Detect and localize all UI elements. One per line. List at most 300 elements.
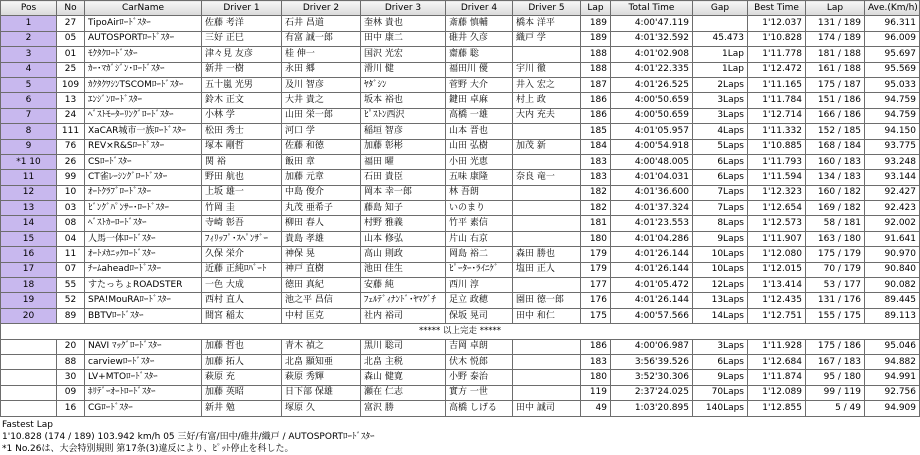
table-cell: 19	[1, 293, 57, 308]
table-cell: 3	[1, 47, 57, 62]
table-cell: 175 / 179	[806, 247, 865, 262]
table-cell: 177	[581, 278, 611, 293]
table-cell: ｵｰﾄｸﾗﾌﾞﾛｰﾄﾞｽﾀｰ	[85, 185, 202, 200]
table-cell: 丸茂 亜希子	[282, 201, 361, 216]
table-cell: 94.882	[865, 354, 920, 369]
table-cell: 林 吾朗	[446, 185, 513, 200]
table-cell: 07	[57, 262, 85, 277]
table-cell: 奈良 竜一	[513, 170, 581, 185]
table-cell: 高橋 一雄	[446, 108, 513, 123]
table-cell: 11	[1, 170, 57, 185]
table-cell: 53 / 177	[806, 278, 865, 293]
table-cell: 4:01'26.144	[611, 247, 693, 262]
table-cell: 4:01'26.144	[611, 262, 693, 277]
column-header: Driver 3	[361, 1, 446, 16]
table-cell: 黒川 聡司	[361, 339, 446, 354]
table-cell: 小野 泰治	[446, 370, 513, 385]
table-cell	[513, 231, 581, 246]
table-cell: 52	[57, 293, 85, 308]
table-cell: 93.775	[865, 139, 920, 154]
table-cell: ﾓｸﾀｸﾛｰﾄﾞｽﾀｰ	[85, 47, 202, 62]
table-cell: SPA!MouRAﾛｰﾄﾞｽﾀｰ	[85, 293, 202, 308]
table-cell: 89	[57, 308, 85, 323]
table-row	[1, 47, 920, 62]
table-row	[1, 93, 920, 108]
table-cell: 26	[57, 154, 85, 169]
column-header: No	[57, 1, 85, 16]
table-cell: 織戸 学	[513, 31, 581, 46]
table-row	[1, 262, 920, 277]
table-row	[1, 170, 920, 185]
table-cell: 西川 淳	[446, 278, 513, 293]
table-cell: 49	[581, 401, 611, 416]
table-cell: 松田 秀士	[202, 124, 282, 139]
table-cell: 89.445	[865, 293, 920, 308]
table-cell: 日下部 保雄	[282, 385, 361, 400]
table-cell: 16	[1, 247, 57, 262]
table-cell: 9Laps	[693, 370, 748, 385]
table-cell: 森山 健寛	[361, 370, 446, 385]
table-cell: 90.082	[865, 278, 920, 293]
table-cell: 94.909	[865, 401, 920, 416]
table-cell: 加藤 元章	[282, 170, 361, 185]
table-cell: 4:01'04.286	[611, 231, 693, 246]
table-cell: 稲垣 智彦	[361, 124, 446, 139]
table-cell: 168 / 184	[806, 139, 865, 154]
column-header: Driver 5	[513, 1, 581, 16]
table-cell: 94.991	[865, 370, 920, 385]
table-cell: 1'12.089	[748, 385, 806, 400]
table-cell: 4:01'26.144	[611, 293, 693, 308]
table-cell: 6Laps	[693, 154, 748, 169]
table-cell: 4:00'47.119	[611, 16, 693, 31]
table-cell: 1'12.751	[748, 308, 806, 323]
table-cell: 高山 則政	[361, 247, 446, 262]
table-cell: 竹岡 圭	[202, 201, 282, 216]
table-cell: 92.002	[865, 216, 920, 231]
column-header: Lap	[581, 1, 611, 16]
table-cell: 176	[581, 293, 611, 308]
column-header: Best Time	[748, 1, 806, 16]
table-cell: 及川 智彦	[282, 77, 361, 92]
table-cell: 70Laps	[693, 385, 748, 400]
table-cell: 塚原 久	[282, 401, 361, 416]
table-cell: 55	[57, 278, 85, 293]
table-cell: 27	[57, 16, 85, 31]
table-cell: 小田 光恵	[446, 154, 513, 169]
table-cell: 180	[581, 370, 611, 385]
table-cell: AUTOSPORTﾛｰﾄﾞｽﾀｰ	[85, 31, 202, 46]
table-cell: 03	[57, 201, 85, 216]
table-cell: 中島 俊介	[282, 185, 361, 200]
table-cell: 140Laps	[693, 401, 748, 416]
table-cell: 134 / 183	[806, 170, 865, 185]
table-cell: 9	[1, 139, 57, 154]
table-cell	[513, 154, 581, 169]
table-cell: 96.009	[865, 31, 920, 46]
table-cell: 04	[57, 231, 85, 246]
column-header: Lap	[806, 1, 865, 16]
table-cell: 一色 大成	[202, 278, 282, 293]
table-cell: 足立 政穂	[446, 293, 513, 308]
table-cell: 175 / 187	[806, 77, 865, 92]
table-cell: 188	[581, 47, 611, 62]
table-cell: 3:52'30.306	[611, 370, 693, 385]
table-cell: 6Laps	[693, 170, 748, 185]
table-cell: 93.144	[865, 170, 920, 185]
table-cell: 三好 正巳	[202, 31, 282, 46]
table-cell: 1Lap	[693, 62, 748, 77]
table-cell: 新井 勉	[202, 401, 282, 416]
table-cell: 6Laps	[693, 354, 748, 369]
table-row	[1, 62, 920, 77]
table-cell: 加藤 哲也	[202, 339, 282, 354]
column-header: Gap	[693, 1, 748, 16]
table-cell: 88	[57, 354, 85, 369]
table-cell: 5 / 49	[806, 401, 865, 416]
table-cell: ｶｰ･ﾏｶﾞｼﾞﾝ･ﾛｰﾄﾞｽﾀｰ	[85, 62, 202, 77]
table-cell: 13	[1, 201, 57, 216]
table-cell: 柳田 春人	[282, 216, 361, 231]
table-cell: 4:00'57.566	[611, 308, 693, 323]
table-cell: 岡本 幸一郎	[361, 185, 446, 200]
table-cell: 76	[57, 139, 85, 154]
table-cell: 175	[581, 308, 611, 323]
table-cell: LV+MTOﾛｰﾄﾞｽﾀｰ	[85, 370, 202, 385]
table-cell	[513, 370, 581, 385]
column-header: Driver 2	[282, 1, 361, 16]
table-cell: 183	[581, 170, 611, 185]
table-cell: 福田川 優	[446, 62, 513, 77]
table-cell	[513, 339, 581, 354]
table-cell	[513, 354, 581, 369]
table-cell: 中村 匡克	[282, 308, 361, 323]
table-cell: 92.427	[865, 185, 920, 200]
table-row	[1, 247, 920, 262]
table-cell: 12	[1, 185, 57, 200]
table-cell: 99 / 119	[806, 385, 865, 400]
table-cell: 13Laps	[693, 293, 748, 308]
table-cell: 7Laps	[693, 201, 748, 216]
table-row	[1, 201, 920, 216]
table-cell: 河口 学	[282, 124, 361, 139]
table-cell: 186	[581, 339, 611, 354]
table-cell: 1'12.472	[748, 62, 806, 77]
table-cell: 斎藤 慎輔	[446, 16, 513, 31]
table-cell: 西村 直人	[202, 293, 282, 308]
table-cell: ﾔﾀﾞｼﾝ	[361, 77, 446, 92]
table-cell: 181 / 188	[806, 47, 865, 62]
table-cell: 9Laps	[693, 231, 748, 246]
column-header: CarName	[85, 1, 202, 16]
table-cell: 1'11.907	[748, 231, 806, 246]
table-cell: 野田 航也	[202, 170, 282, 185]
table-cell: 169 / 182	[806, 201, 865, 216]
table-cell: 163 / 180	[806, 231, 865, 246]
table-cell: 片山 右京	[446, 231, 513, 246]
table-cell: 4:01'04.031	[611, 170, 693, 185]
finish-separator-row	[1, 324, 920, 339]
table-cell: 1'12.684	[748, 354, 806, 369]
table-cell: 01	[57, 47, 85, 62]
penalty-note: *1 No.26は、大会特別規則 第17条(3)違反により、ﾋﾟｯﾄ停止を科した。	[2, 443, 294, 454]
table-cell: 1'12.573	[748, 216, 806, 231]
column-header: Driver 4	[446, 1, 513, 16]
table-cell: 4:01'22.335	[611, 62, 693, 77]
table-cell: 175 / 186	[806, 339, 865, 354]
table-row	[1, 216, 920, 231]
fastest-lap-title: Fastest Lap	[2, 419, 53, 430]
table-cell: 加藤 英昭	[202, 385, 282, 400]
table-cell: 池田 佳生	[361, 262, 446, 277]
table-cell: 3:56'39.526	[611, 354, 693, 369]
table-cell: 徳田 真紀	[282, 278, 361, 293]
table-cell: 90.970	[865, 247, 920, 262]
table-cell: 92.423	[865, 201, 920, 216]
table-cell: 6	[1, 93, 57, 108]
table-cell: 161 / 188	[806, 62, 865, 77]
table-cell: 北畠 主税	[361, 354, 446, 369]
table-cell: 實方 一世	[446, 385, 513, 400]
table-cell: 近藤 正純ﾛﾊﾞｰﾄ	[202, 262, 282, 277]
table-cell: 45.473	[693, 31, 748, 46]
table-cell: 1'11.594	[748, 170, 806, 185]
table-cell: 石田 貴臣	[361, 170, 446, 185]
table-cell: 1'11.332	[748, 124, 806, 139]
table-cell	[513, 216, 581, 231]
table-cell: 25	[57, 62, 85, 77]
table-row	[1, 354, 920, 369]
table-cell	[513, 124, 581, 139]
table-cell: 09	[57, 385, 85, 400]
table-cell: 4:00'06.987	[611, 339, 693, 354]
table-cell: 菅野 大介	[446, 77, 513, 92]
table-cell: 10Laps	[693, 262, 748, 277]
table-cell: 152 / 185	[806, 124, 865, 139]
table-cell: 186	[581, 93, 611, 108]
table-cell: CT雀ﾚｰｼﾝｸﾞﾛｰﾄﾞｽﾀｰ	[85, 170, 202, 185]
table-cell: 4:01'02.908	[611, 47, 693, 62]
table-cell: 1'12.435	[748, 293, 806, 308]
table-cell: 186	[581, 108, 611, 123]
fastest-lap-text: 1'10.828 (174 / 189) 103.942 km/h 05 三好/有富/田中/碓井/織戸 / AUTOSPORTﾛｰﾄﾞｽﾀｰ	[2, 431, 375, 442]
table-cell: ｴﾝｼﾞﾝﾛｰﾄﾞｽﾀｰ	[85, 93, 202, 108]
table-cell	[1, 370, 57, 385]
table-cell: 井入 宏之	[513, 77, 581, 92]
table-cell: 塩田 正人	[513, 262, 581, 277]
table-cell	[693, 16, 748, 31]
table-cell: 70 / 179	[806, 262, 865, 277]
column-header: Pos	[1, 1, 57, 16]
table-cell: 富沢 勝	[361, 401, 446, 416]
table-cell: 青木 禎之	[282, 339, 361, 354]
table-cell: 1'12.323	[748, 185, 806, 200]
table-row	[1, 124, 920, 139]
column-header: Driver 1	[202, 1, 282, 16]
table-cell: 関 裕	[202, 154, 282, 169]
table-cell: 坂本 裕也	[361, 93, 446, 108]
table-cell: 岡島 裕二	[446, 247, 513, 262]
table-cell	[513, 278, 581, 293]
table-cell: 社内 裕司	[361, 308, 446, 323]
table-cell: 99	[57, 170, 85, 185]
table-cell: 183	[581, 154, 611, 169]
table-cell: 1'12.855	[748, 401, 806, 416]
table-cell: 18	[1, 278, 57, 293]
table-cell: 179	[581, 247, 611, 262]
table-row	[1, 308, 920, 323]
table-cell: 155 / 175	[806, 308, 865, 323]
table-cell: 山田 栄一郎	[282, 108, 361, 123]
table-cell: 塚本 剛哲	[202, 139, 282, 154]
table-row	[1, 77, 920, 92]
table-row	[1, 108, 920, 123]
table-cell: 瀬在 仁志	[361, 385, 446, 400]
table-cell: 安藤 純	[361, 278, 446, 293]
table-cell: 95.697	[865, 47, 920, 62]
table-cell: ｵｰﾄﾒｶﾆｯｸﾛｰﾄﾞｽﾀｰ	[85, 247, 202, 262]
table-cell: 五味 康隆	[446, 170, 513, 185]
table-cell: 30	[57, 370, 85, 385]
table-cell: 1'12.015	[748, 262, 806, 277]
table-cell: 182	[581, 201, 611, 216]
table-cell: 加藤 彰彬	[361, 139, 446, 154]
table-cell: 加茂 新	[513, 139, 581, 154]
table-cell	[1, 385, 57, 400]
table-row	[1, 139, 920, 154]
table-cell: ﾍﾞｽﾄｶｰﾛｰﾄﾞｽﾀｰ	[85, 216, 202, 231]
table-cell: 間宮 稲太	[202, 308, 282, 323]
table-cell: 2:37'24.025	[611, 385, 693, 400]
table-cell: 58 / 181	[806, 216, 865, 231]
finish-separator-text: ***** 以上完走 *****	[1, 324, 920, 339]
table-cell: 1'11.784	[748, 93, 806, 108]
table-cell: 4:01'23.553	[611, 216, 693, 231]
table-cell: XaCAR城市一族ﾛｰﾄﾞｽﾀｰ	[85, 124, 202, 139]
table-cell: 4:00'50.659	[611, 93, 693, 108]
table-cell: ﾁｰﾑaheadﾛｰﾄﾞｽﾀｰ	[85, 262, 202, 277]
table-cell: 96.311	[865, 16, 920, 31]
table-cell: 189	[581, 16, 611, 31]
table-cell	[513, 185, 581, 200]
table-cell: 池之平 昌信	[282, 293, 361, 308]
table-cell: 08	[57, 216, 85, 231]
table-cell: 1'12.654	[748, 201, 806, 216]
table-cell: 1'11.778	[748, 47, 806, 62]
table-cell: 佐藤 和徳	[282, 139, 361, 154]
table-cell: 伏木 悦郎	[446, 354, 513, 369]
table-cell: 94.759	[865, 93, 920, 108]
table-cell: 3Laps	[693, 339, 748, 354]
table-cell: 大井 貴之	[282, 93, 361, 108]
table-cell: 1'12.714	[748, 108, 806, 123]
table-cell	[513, 47, 581, 62]
table-cell: 182	[581, 185, 611, 200]
table-cell: 10Laps	[693, 247, 748, 262]
table-cell: 飯田 章	[282, 154, 361, 169]
table-cell: 167 / 183	[806, 354, 865, 369]
table-cell: ﾍﾞｽﾄﾓｰﾀｰﾘﾝｸﾞﾛｰﾄﾞｽﾀｰ	[85, 108, 202, 123]
table-cell: 萩原 秀輝	[282, 370, 361, 385]
table-cell: 1'12.037	[748, 16, 806, 31]
table-cell: 95 / 180	[806, 370, 865, 385]
table-cell: 7Laps	[693, 185, 748, 200]
table-cell: 20	[1, 308, 57, 323]
table-cell: 92.756	[865, 385, 920, 400]
table-cell: 福田 曜	[361, 154, 446, 169]
table-cell: 151 / 186	[806, 93, 865, 108]
table-cell	[513, 385, 581, 400]
table-cell: 183	[581, 354, 611, 369]
table-cell: 95.569	[865, 62, 920, 77]
table-cell: 人馬一体ﾛｰﾄﾞｽﾀｰ	[85, 231, 202, 246]
table-cell: 加藤 拓人	[202, 354, 282, 369]
table-cell: 111	[57, 124, 85, 139]
table-cell: 188	[581, 62, 611, 77]
table-cell: 久保 栄介	[202, 247, 282, 262]
table-cell: 8Laps	[693, 216, 748, 231]
table-cell: 3Laps	[693, 93, 748, 108]
table-cell: 93.248	[865, 154, 920, 169]
table-cell: 4:00'50.659	[611, 108, 693, 123]
table-cell: 寺崎 彰吾	[202, 216, 282, 231]
table-cell: 1'13.414	[748, 278, 806, 293]
table-cell: 鈴木 正文	[202, 93, 282, 108]
table-cell: 4:01'05.957	[611, 124, 693, 139]
table-cell: 山本 晋也	[446, 124, 513, 139]
table-cell: 齋藤 聡	[446, 47, 513, 62]
table-cell: 萩原 充	[202, 370, 282, 385]
table-cell: 4:01'37.324	[611, 201, 693, 216]
table-cell: 95.046	[865, 339, 920, 354]
table-cell: 1'11.793	[748, 154, 806, 169]
table-cell: 90.840	[865, 262, 920, 277]
table-cell: 166 / 186	[806, 108, 865, 123]
table-cell: 94.759	[865, 108, 920, 123]
table-cell: 宇川 徹	[513, 62, 581, 77]
table-cell: 89.113	[865, 308, 920, 323]
table-row	[1, 231, 920, 246]
table-cell: 7	[1, 108, 57, 123]
table-cell: 5	[1, 77, 57, 92]
table-cell: 北畠 顯知亜	[282, 354, 361, 369]
column-header: Ave.(Km/h)	[865, 1, 920, 16]
table-row	[1, 16, 920, 31]
table-cell: 189	[581, 31, 611, 46]
table-cell: ﾋﾞﾝｸﾞﾊﾟﾝｻｰ･ﾛｰﾄﾞｽﾀｰ	[85, 201, 202, 216]
table-cell: 109	[57, 77, 85, 92]
table-cell: REV×R&Sﾛｰﾄﾞｽﾀｰ	[85, 139, 202, 154]
table-cell: 田中 和仁	[513, 308, 581, 323]
table-cell: 4:01'36.600	[611, 185, 693, 200]
table-cell: 94.150	[865, 124, 920, 139]
table-cell: ﾎﾘﾃﾞｰｵｰﾄﾛｰﾄﾞｽﾀｰ	[85, 385, 202, 400]
table-cell: 2Laps	[693, 77, 748, 92]
table-cell: 吉岡 卓朗	[446, 339, 513, 354]
table-cell: 13	[57, 93, 85, 108]
table-cell: 181	[581, 216, 611, 231]
table-cell: 小林 学	[202, 108, 282, 123]
table-cell: TipoAirﾛｰﾄﾞｽﾀｰ	[85, 16, 202, 31]
table-cell: 16	[57, 401, 85, 416]
table-cell: 91.641	[865, 231, 920, 246]
table-cell: 4:01'05.472	[611, 278, 693, 293]
table-cell: 上坂 雄一	[202, 185, 282, 200]
table-cell: CSﾛｰﾄﾞｽﾀｰ	[85, 154, 202, 169]
table-cell: 神保 晃	[282, 247, 361, 262]
table-cell: 永田 郷	[282, 62, 361, 77]
table-cell: 1'11.928	[748, 339, 806, 354]
